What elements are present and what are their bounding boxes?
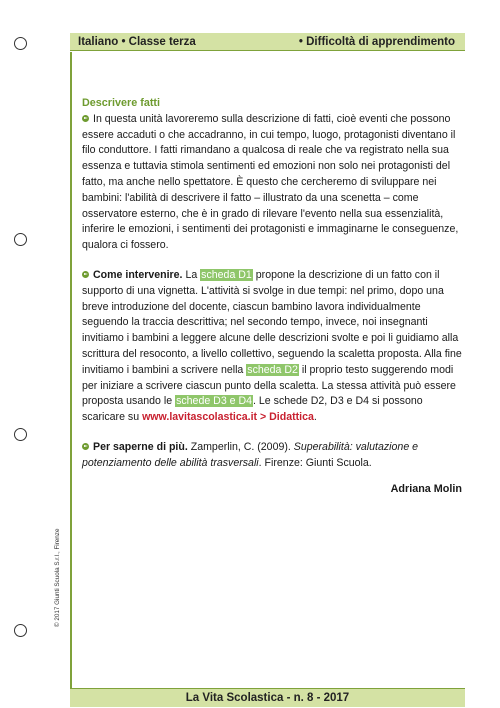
paragraph-how-to: Come intervenire. La scheda D1 propone la descrizione di un fatto con il supporto di una vignetta. L'attività si svolge in due tempi: nel primo, dopo una breve introduzione del docente, ciascun bambino lavora individualmente seguendo la traccia descrittiva; nel secondo tempo, invece, noi insegnanti invitiamo i bambini a leggere alcune delle descrizioni svolte e poi li guidiamo alla scrittura del resoconto, a livello collettivo, seguendo la scaletta proposta. Alla fine invitiamo i bambini a scrivere nella scheda D2 il proprio testo suggerendo modi per iniziare a scrivere ciascun punto della scaletta. La stessa attività può essere proposta usando le schede D3 e D4. Le schede D2, D3 e D4 si possono scaricare su www.lavitascolastica.it > Didattica. — [82, 268, 462, 424]
author-signature: Adriana Molin — [390, 482, 462, 495]
footer-issue: La Vita Scolastica - n. 8 - 2017 — [185, 692, 350, 704]
left-rule — [70, 52, 72, 688]
copyright-notice: © 2017 Giunti Scuola S.r.l., Firenze — [54, 528, 61, 627]
book-title: Superabilità: valutazione e potenziamento delle abilità trasversali — [82, 440, 419, 469]
bullet-arrow-icon — [82, 271, 89, 278]
footer-band — [70, 688, 465, 707]
binder-hole-4 — [14, 624, 27, 637]
further-reading-label: Per saperne di più. — [93, 440, 188, 453]
article-body — [82, 96, 462, 497]
header-band — [70, 33, 465, 51]
binder-hole-2 — [14, 233, 27, 246]
how-to-label: Come intervenire. — [93, 268, 183, 281]
paragraph-intro: In questa unità lavoreremo sulla descrizione di fatti, cioè eventi che possono essere accaduti o che accadranno, in cui tempo, luogo, protagonisti diventano il filo conduttore. I fatti rimandano a qualcosa di reale che va registrato nella sua essenza e tuttavia stimola sentimenti ed emozioni non solo nei protagonisti del fatto, ma anche nello spettatore. È questo che cercheremo di sviluppare nei bambini: l'abilità di descrivere il fatto – illustrato da una scenetta – come osservatore esterno, che è in grado di rilevare l'evento nella sua essenzialità, inferire le emozioni, i sentimenti dei protagonisti e immaginarne le conseguenze, qualora ci fossero. — [82, 112, 459, 252]
link-scheda-d2[interactable]: scheda D2 — [247, 363, 298, 376]
bullet-arrow-icon — [82, 115, 89, 122]
header-subject: Italiano • Classe terza — [78, 36, 196, 48]
paragraph-further-reading: Per saperne di più. Zamperlin, C. (2009). Superabilità: valutazione e potenziamento delle abilità trasversali. Firenze: Giunti Scuola. — [82, 440, 419, 469]
link-scheda-d1[interactable]: scheda D1 — [201, 268, 252, 281]
link-schede-d3-d4[interactable]: schede D3 e D4 — [176, 395, 253, 408]
section-title: Descrivere fatti — [82, 97, 161, 109]
binder-hole-3 — [14, 428, 27, 441]
bullet-arrow-icon — [82, 443, 89, 450]
website-link[interactable]: www.lavitascolastica.it > Didattica — [142, 411, 314, 424]
binder-hole-1 — [14, 37, 27, 50]
header-topic: • Difficoltà di apprendimento — [298, 36, 455, 48]
